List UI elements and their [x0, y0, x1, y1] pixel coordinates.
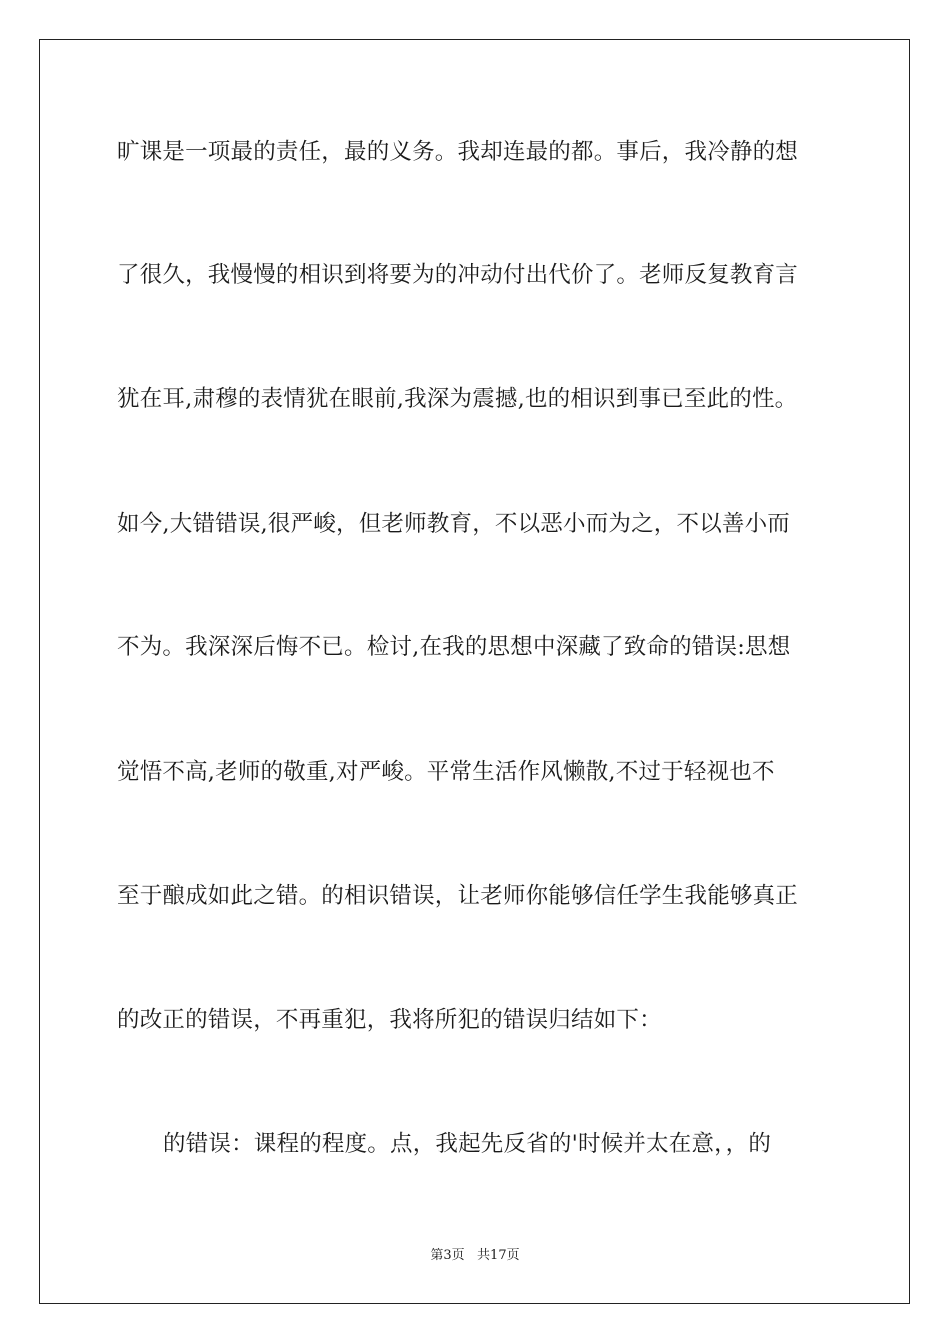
body-text-line: 不为。我深深后悔不已。检讨,在我的思想中深藏了致命的错误:思想 — [117, 634, 791, 660]
body-text-line: 了很久，我慢慢的相识到将要为的冲动付出代价了。老师反复教育言 — [117, 262, 799, 288]
body-text-line: 觉悟不高,老师的敬重,对严峻。平常生活作风懒散,不过于轻视也不 — [117, 759, 775, 785]
page-number-footer: 第3页 共17页 — [430, 1248, 520, 1263]
body-text-line: 犹在耳,肃穆的表情犹在眼前,我深为震撼,也的相识到事已至此的性。 — [117, 386, 798, 412]
body-text-line: 旷课是一项最的责任，最的义务。我却连最的都。事后，我冷静的想 — [117, 139, 799, 165]
body-text-line: 的改正的错误，不再重犯，我将所犯的错误归结如下： — [117, 1007, 662, 1033]
page-border — [39, 39, 910, 1304]
body-text-line: 的错误：课程的程度。点，我起先反省的'时候并太在意，，的 — [163, 1131, 772, 1157]
body-text-line: 如今,大错错误,很严峻，但老师教育，不以恶小而为之，不以善小而 — [117, 511, 791, 537]
body-text-line: 至于酿成如此之错。的相识错误，让老师你能够信任学生我能够真正 — [117, 883, 799, 909]
